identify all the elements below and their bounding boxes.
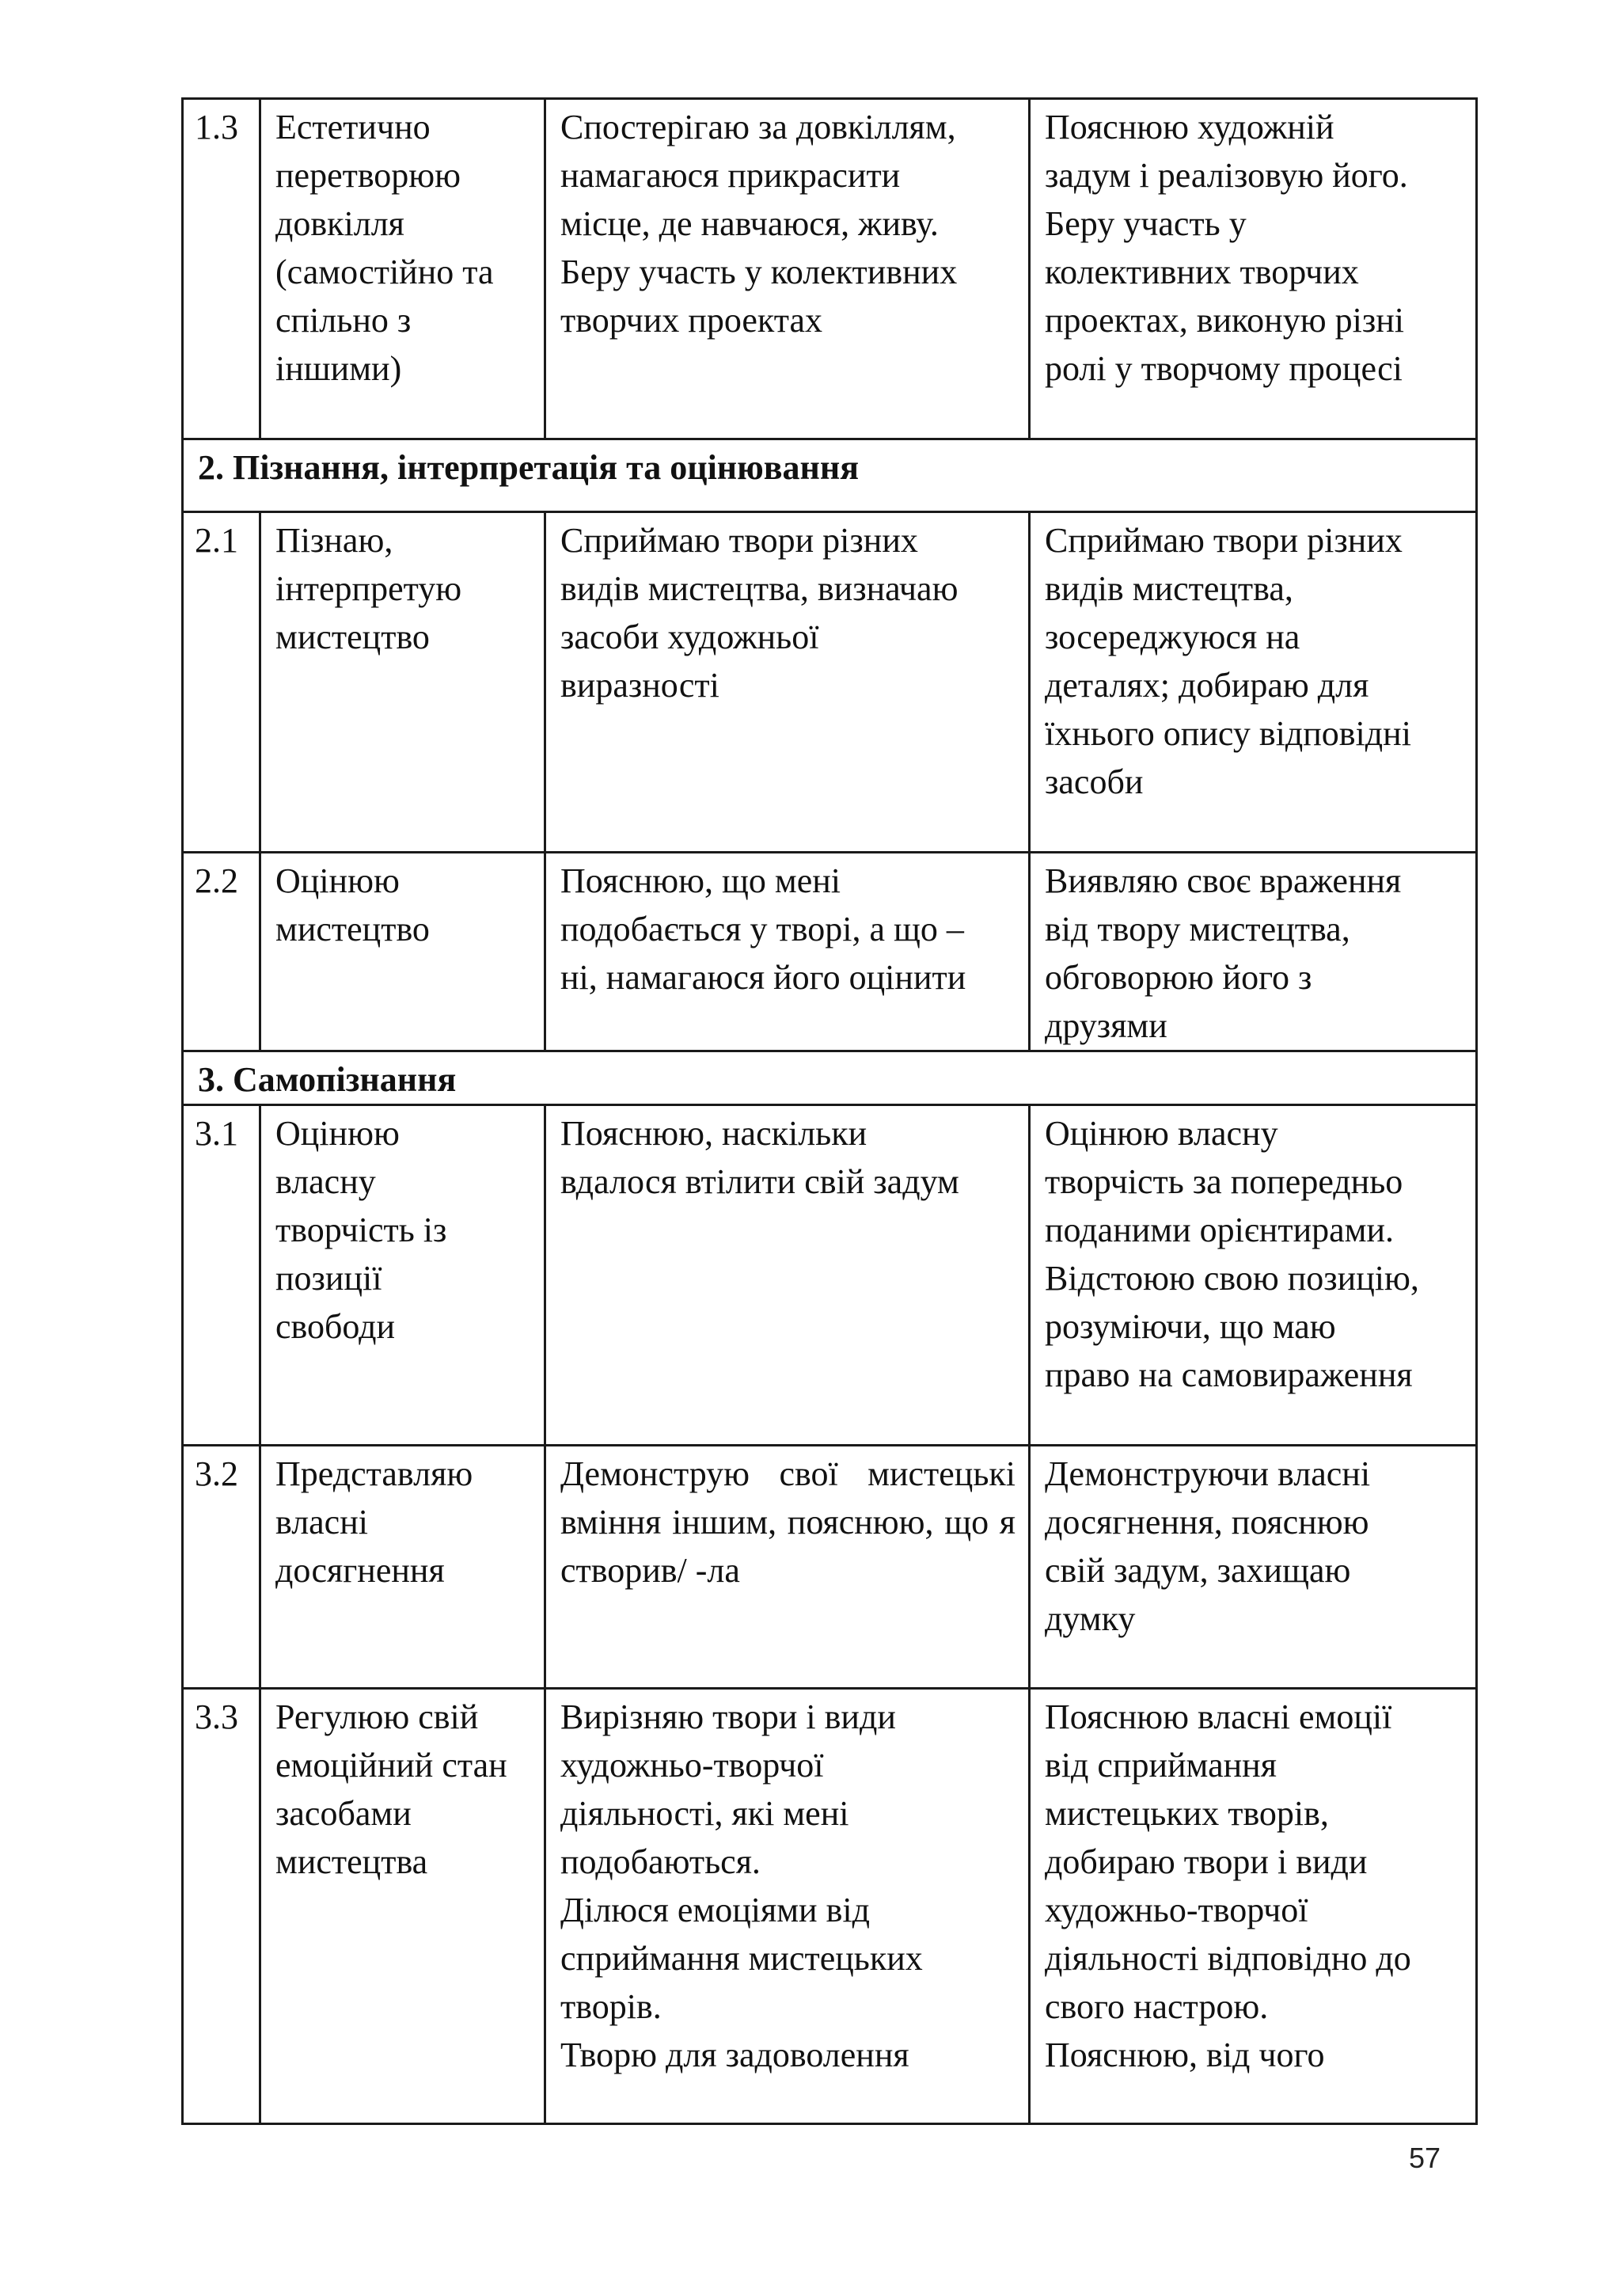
row-number: 3.1	[183, 1105, 260, 1446]
table-row	[183, 99, 1477, 439]
level-one-cell: Вирізняю твори і види художньо-творчої діяльності, які мені подобаються. Ділюся емоціями від сприймання мистецьких творів. Творю для задоволення	[545, 1689, 1030, 2124]
skill-cell: Естетично перетворюю довкілля (самостійно та спільно з іншими)	[260, 99, 545, 439]
level-one-cell: Спостерігаю за довкіллям, намагаюся прикрасити місце, де навчаюся, живу. Беру участь у колективних творчих проектах	[545, 99, 1030, 439]
level-two-cell: Пояснюю власні емоції від сприймання мистецьких творів, добираю твори і види художньо-творчої діяльності відповідно до свого настрою. Пояснюю, від чого	[1030, 1689, 1477, 2124]
table-row	[183, 853, 1477, 1051]
skill-cell: Оцінюю власну творчість із позиції свободи	[260, 1105, 545, 1446]
table-row	[183, 1689, 1477, 2124]
row-number: 2.1	[183, 512, 260, 853]
level-one-cell: Сприймаю твори різних видів мистецтва, визначаю засоби художньої виразності	[545, 512, 1030, 853]
section-heading: 2. Пізнання, інтерпретація та оцінювання	[183, 439, 1477, 512]
level-two-cell: Демонструючи власні досягнення, пояснюю свій задум, захищаю думку	[1030, 1446, 1477, 1689]
level-two-cell: Пояснюю художній задум і реалізовую його. Беру участь у колективних творчих проектах, виконую різні ролі у творчому процесі	[1030, 99, 1477, 439]
level-two-cell: Виявляю своє враження від твору мистецтва, обговорюю його з друзями	[1030, 853, 1477, 1051]
table-row	[183, 1446, 1477, 1689]
level-one-cell: Пояснюю, наскільки вдалося втілити свій задум	[545, 1105, 1030, 1446]
row-number: 3.3	[183, 1689, 260, 2124]
level-one-cell: Пояснюю, що мені подобається у творі, а що – ні, намагаюся його оцінити	[545, 853, 1030, 1051]
skill-cell: Пізнаю, інтерпретую мистецтво	[260, 512, 545, 853]
curriculum-table	[181, 97, 1478, 2125]
skill-cell: Регулюю свій емоційний стан засобами мистецтва	[260, 1689, 545, 2124]
level-one-cell: Демонструю свої мистецькі вміння іншим, пояснюю, що я створив/ -ла	[545, 1446, 1030, 1689]
section-heading-row	[183, 439, 1477, 512]
section-heading: 3. Самопізнання	[183, 1051, 1477, 1105]
row-number: 3.2	[183, 1446, 260, 1689]
skill-cell: Представляю власні досягнення	[260, 1446, 545, 1689]
table-row	[183, 1105, 1477, 1446]
page-number: 57	[1408, 2142, 1441, 2174]
table-row	[183, 512, 1477, 853]
section-heading-row	[183, 1051, 1477, 1105]
skill-cell: Оцінюю мистецтво	[260, 853, 545, 1051]
level-two-cell: Сприймаю твори різних видів мистецтва, зосереджуюся на деталях; добираю для їхнього опису відповідні засоби	[1030, 512, 1477, 853]
row-number: 1.3	[183, 99, 260, 439]
row-number: 2.2	[183, 853, 260, 1051]
level-two-cell: Оцінюю власну творчість за попередньо поданими орієнтирами. Відстоюю свою позицію, розуміючи, що маю право на самовираження	[1030, 1105, 1477, 1446]
